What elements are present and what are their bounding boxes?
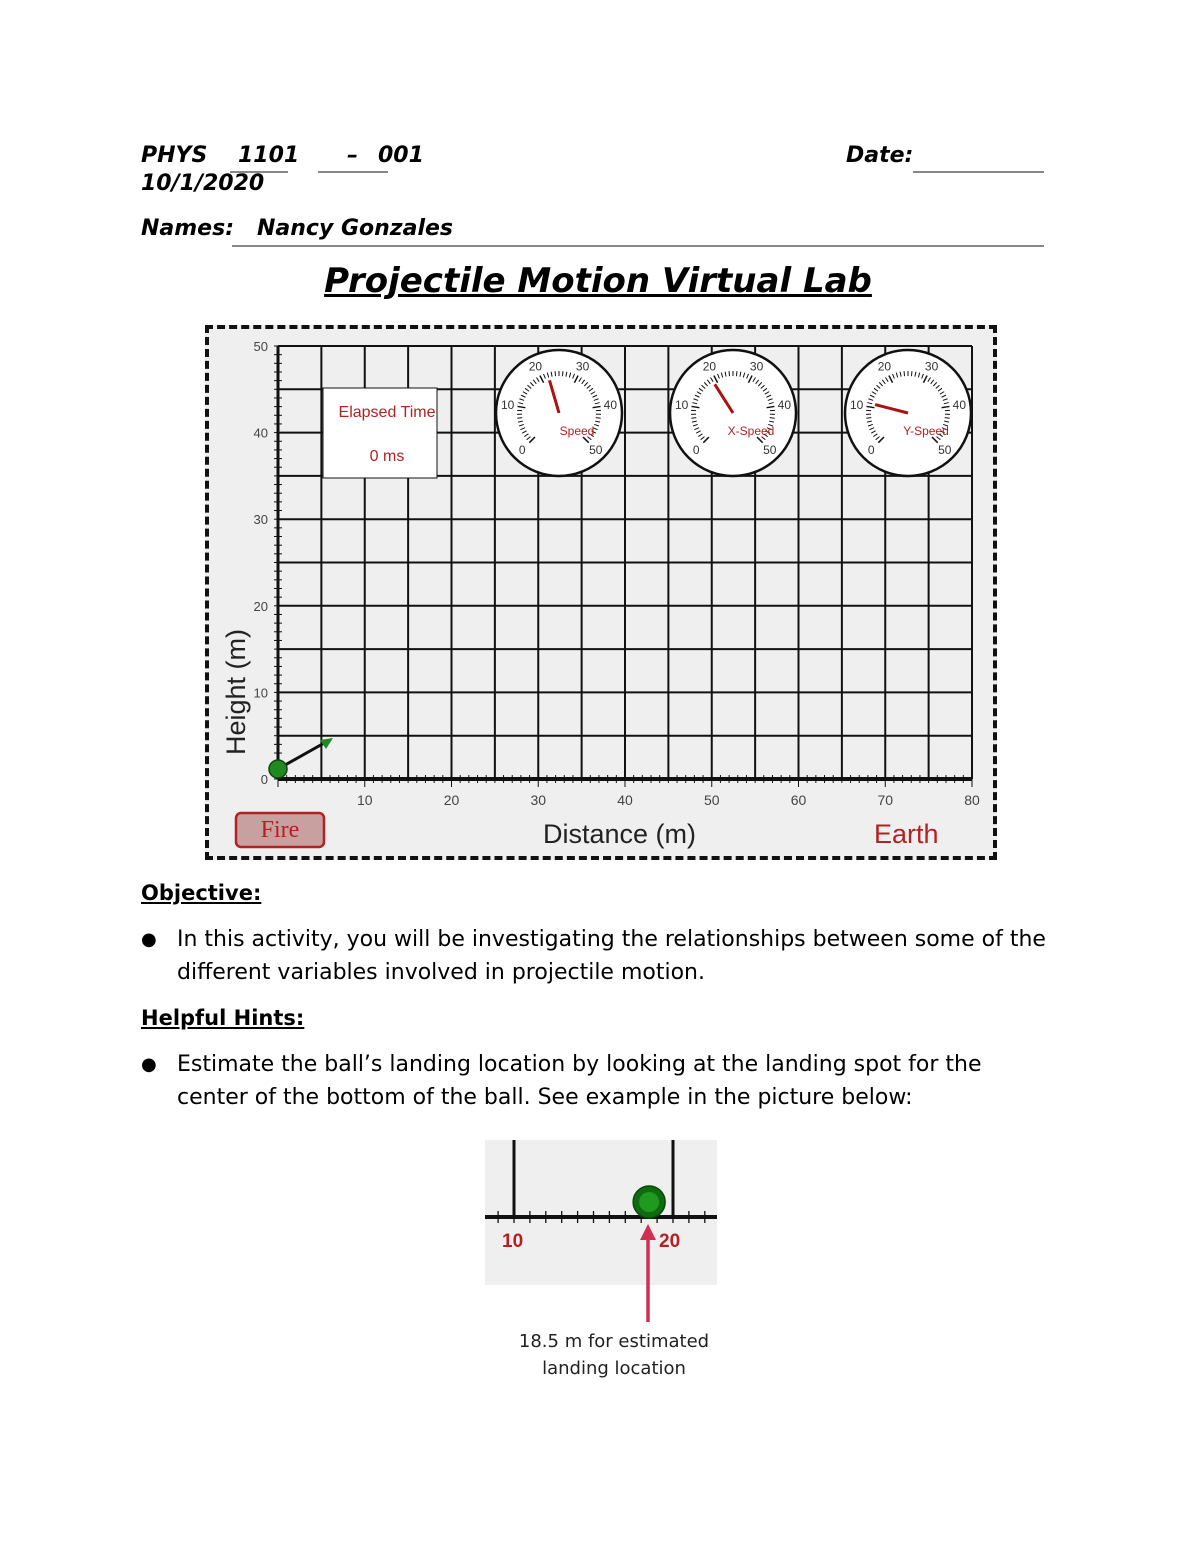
fire-button-label[interactable]: Fire (260, 817, 300, 843)
x-tick-label: 60 (790, 792, 807, 808)
x-tick-label: 10 (356, 792, 373, 808)
course-prefix: PHYS (141, 143, 208, 168)
gauge-label: Y-Speed (903, 424, 949, 438)
planet-label: Earth (874, 819, 939, 849)
gauge-tick (691, 418, 696, 419)
gauge-tick-label: 20 (702, 359, 717, 374)
course-number: 1101 (238, 143, 300, 168)
gauge-tick-label: 40 (952, 397, 967, 412)
gauge-tick-label: 50 (938, 442, 952, 457)
gauge-tick-label: 0 (867, 442, 875, 457)
elapsed-time-value: 0 ms (369, 448, 405, 465)
gauge-tick-label: 0 (692, 442, 700, 457)
gauge-tick-label: 0 (518, 442, 526, 457)
x-tick-label: 70 (877, 792, 894, 808)
names-underline (232, 245, 1044, 247)
date-underline (913, 171, 1044, 173)
gauge-tick-label: 30 (924, 359, 939, 374)
elapsed-time-label: Elapsed Time (338, 404, 436, 421)
projectile-simulation (205, 325, 997, 860)
gauge-tick-label: 30 (749, 359, 764, 374)
gauge-tick-label: 20 (528, 359, 543, 374)
gauge-tick-label: 40 (603, 397, 618, 412)
y-tick-label: 10 (253, 685, 268, 701)
y-tick-label: 0 (260, 772, 268, 787)
landing-arrow-icon (636, 1224, 660, 1324)
x-axis-label: Distance (m) (543, 819, 697, 849)
y-tick-label: 20 (253, 598, 268, 614)
gauge-tick (517, 418, 522, 419)
objective-bullet: In this activity, you will be investigating the relationships between some of the different variables involved in projectile motion. (177, 927, 1046, 985)
gauge-tick-label: 50 (763, 442, 777, 457)
simulation-canvas (209, 329, 993, 856)
gauge-tick-label: 20 (877, 359, 892, 374)
example-caption-line1: 18.5 m for estimated (518, 1331, 710, 1352)
gauge-tick-label: 10 (849, 397, 864, 412)
bullet-icon: ● (141, 929, 157, 950)
gauge-tick-label: 30 (575, 359, 590, 374)
hints-heading: Helpful Hints: (141, 1006, 305, 1030)
landed-ball-highlight (639, 1192, 659, 1212)
names-label: Names: (141, 216, 234, 241)
objective-heading: Objective: (141, 881, 262, 905)
y-tick-label: 40 (253, 425, 268, 441)
bullet-icon: ● (141, 1054, 157, 1075)
example-tick-right: 20 (659, 1231, 681, 1252)
date-label: Date: (846, 143, 914, 168)
y-axis-label: Height (m) (221, 629, 251, 756)
hint-bullet: Estimate the ball’s landing location by looking at the landing spot for the center of the bottom of the ball. See example in the picture below: (177, 1052, 982, 1110)
gauge-tick-label: 10 (500, 397, 515, 412)
gauge-tick (596, 418, 601, 419)
landing-example-canvas (485, 1140, 717, 1285)
x-tick-label: 40 (617, 792, 633, 808)
x-tick-label: 80 (964, 792, 980, 808)
gauge-label: Speed (559, 424, 595, 438)
date-value: 10/1/2020 (141, 171, 265, 196)
x-tick-label: 50 (703, 792, 720, 808)
x-tick-label: 30 (530, 792, 547, 808)
y-tick-label: 30 (253, 512, 268, 528)
section-dash: – (347, 143, 358, 168)
projectile-ball (269, 760, 287, 778)
page-title: Projectile Motion Virtual Lab (324, 261, 872, 301)
y-tick-label: 50 (253, 339, 268, 354)
x-tick-label: 20 (443, 792, 460, 808)
section-number: 001 (378, 143, 424, 168)
gauge-tick-label: 40 (777, 397, 792, 412)
example-caption-line2: landing location (542, 1358, 686, 1379)
gauge-label: X-Speed (727, 424, 775, 438)
gauge-tick-label: 10 (674, 397, 689, 412)
example-tick-left: 10 (502, 1231, 524, 1252)
gauge-tick (866, 418, 871, 419)
names-value: Nancy Gonzales (257, 216, 454, 241)
gauge-tick-label: 50 (589, 442, 603, 457)
gauge-tick (770, 418, 775, 419)
gauge-tick (945, 418, 950, 419)
section-underline (318, 171, 388, 173)
landing-example-image (485, 1140, 717, 1285)
